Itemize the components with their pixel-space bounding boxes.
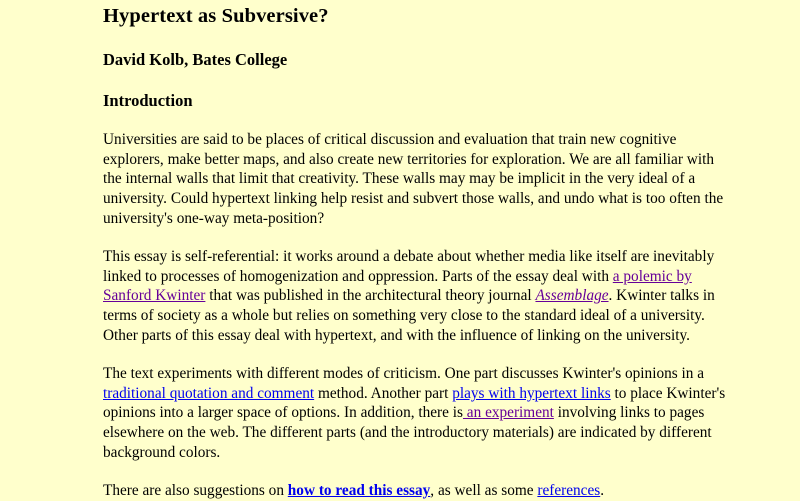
link-an-experiment[interactable]: an experiment (462, 404, 554, 422)
link-how-to-read-this-essay[interactable]: how to read this essay (287, 482, 431, 500)
section-heading-introduction: Introduction (103, 91, 193, 111)
link-a-polemic-by-sanford-kwinter[interactable]: a polemic by Sanford Kwinter (103, 267, 692, 305)
paragraph-4 (103, 462, 730, 501)
author-byline: David Kolb, Bates College (103, 49, 288, 69)
paragraph-2-text-segment-2: that was published in the architectural theory journal (205, 287, 536, 305)
paragraph-4-text-segment-2: , as well as some (430, 482, 538, 500)
link-plays-with-hypertext-links[interactable]: plays with hypertext links (452, 384, 611, 402)
page-title: Hypertext as Subversive? (103, 5, 329, 27)
paragraph-2-text-segment-1: This essay is self-referential: it works around a debate about whether media like itself are inevitably linked to processes of homogenization and oppression. Parts of the essay deal with (103, 248, 715, 285)
paragraph-3-text-segment-1: The text experiments with different modes of criticism. One part discusses Kwinter's opinions in a (103, 365, 705, 383)
paragraph-3-text-segment-3: to place Kwinter's opinions into a larger space of options. In addition, there is (103, 384, 726, 422)
paragraph-3 (103, 345, 730, 462)
paragraph-2-text-segment-3: . Kwinter talks in terms of society as a whole but relies on something very close to the standard ideal of a university. Other parts of this essay deal with hypertext, and with the influence of linking on the university. (103, 287, 715, 344)
link-assemblage-journal[interactable]: Assemblage (535, 287, 609, 305)
paragraph-3-text-segment-2: method. Another part (314, 384, 453, 402)
link-references[interactable]: references (537, 482, 601, 500)
paragraph-1 (103, 111, 730, 228)
paragraph-4-text-segment-3: . (600, 482, 605, 500)
link-traditional-quotation-and-comment[interactable]: traditional quotation and comment (103, 384, 315, 402)
paragraph-2 (103, 228, 730, 345)
paragraph-3-text-segment-4: involving links to pages elsewhere on the web. The different parts (and the introductory materials) are indicated by different background colors. (103, 404, 712, 461)
paragraph-1-text: Universities are said to be places of critical discussion and evaluation that train new cognitive explorers, make better maps, and also create new territories for exploration. We are all familiar with the internal walls that limit that creativity. These walls may may be implicit in the very ideal of a university. Could hypertext linking help resist and subvert those walls, and undo what is too often the university's one-way meta-position? (103, 131, 724, 227)
paragraph-4-text-segment-1: There are also suggestions on (103, 482, 288, 500)
